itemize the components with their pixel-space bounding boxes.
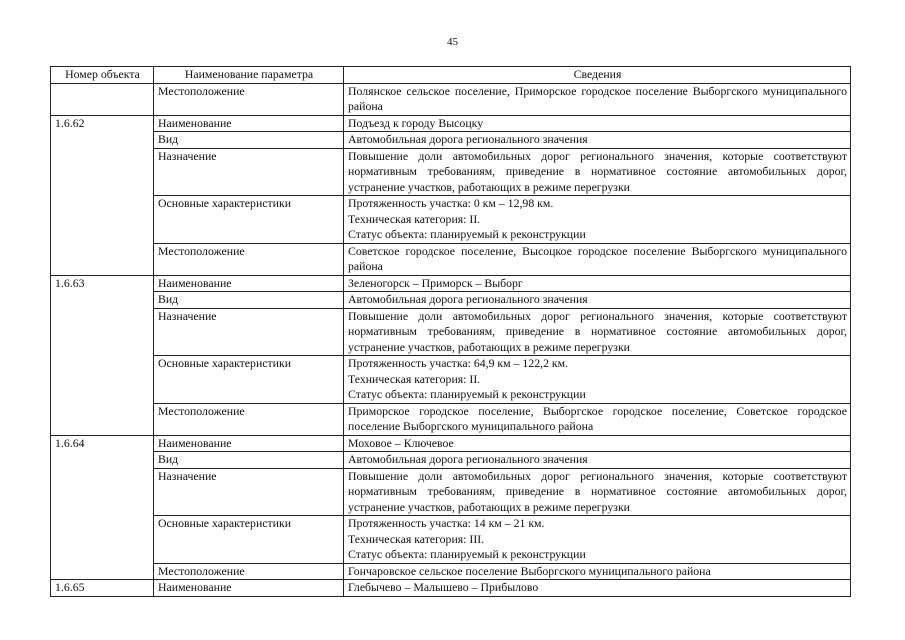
details-line: Техническая категория: III. — [348, 531, 485, 546]
details-cell — [344, 292, 851, 309]
details-line: Повышение доли автомобильных дорог регионального значения, которые соответствуют нормативным требованиям, приведение в нормативное состояние автомобильных дорог, устранение участков, работающих в режиме перегрузки — [348, 308, 847, 354]
table-header-row — [51, 67, 851, 84]
details-line: Гончаровское сельское поселение Выборгского муниципального района — [348, 563, 711, 578]
parameter-name-cell: Вид — [154, 132, 344, 149]
table-row — [51, 435, 851, 452]
table-row — [51, 452, 851, 469]
details-line: Протяженность участка: 0 км – 12,98 км. — [348, 196, 554, 210]
details-cell — [344, 403, 851, 435]
table-row — [51, 196, 851, 244]
object-number-cell — [51, 83, 154, 115]
details-cell — [344, 468, 851, 516]
details-line: Повышение доли автомобильных дорог регионального значения, которые соответствуют нормативным требованиям, приведение в нормативное состояние автомобильных дорог, устранение участков, работающих в режиме перегрузки — [348, 148, 847, 194]
page-number: 45 — [447, 36, 458, 48]
table-row-continuation — [51, 83, 851, 115]
details-cell — [344, 243, 851, 275]
header-object-number: Номер объекта — [51, 67, 154, 84]
parameter-name-cell: Назначение — [154, 148, 344, 196]
details-cell — [344, 196, 851, 244]
parameter-name-cell: Назначение — [154, 308, 344, 356]
details-line: Техническая категория: II. — [348, 371, 481, 386]
details-line: Автомобильная дорога регионального значения — [348, 292, 588, 306]
parameter-name-cell: Основные характеристики — [154, 356, 344, 404]
parameter-name-cell: Основные характеристики — [154, 516, 344, 564]
details-line: Повышение доли автомобильных дорог регионального значения, которые соответствуют нормативным требованиям, приведение в нормативное состояние автомобильных дорог, устранение участков, работающих в режиме перегрузки — [348, 468, 847, 514]
table-row — [51, 115, 851, 132]
details-line: Подъезд к городу Высоцку — [348, 115, 484, 130]
table-row — [51, 308, 851, 356]
details-line: Глебычево – Малышево – Прибылово — [348, 580, 539, 594]
parameter-name-cell: Местоположение — [154, 563, 344, 580]
details-cell — [344, 516, 851, 564]
details-line: Автомобильная дорога регионального значения — [348, 452, 588, 466]
table-body — [51, 83, 851, 596]
details-cell — [344, 132, 851, 149]
details-line: Статус объекта: планируемый к реконструкции — [348, 387, 586, 401]
parameter-name-cell: Основные характеристики — [154, 196, 344, 244]
header-details: Сведения — [344, 67, 851, 84]
details-cell — [344, 563, 851, 580]
details-cell — [344, 435, 851, 452]
object-number-cell: 1.6.63 — [51, 275, 154, 435]
details-line: Техническая категория: II. — [348, 211, 481, 226]
details-line: Зеленогорск – Приморск – Выборг — [348, 275, 523, 290]
parameter-name-cell: Наименование — [154, 435, 344, 452]
table-row — [51, 275, 851, 292]
details-cell — [344, 148, 851, 196]
objects-table — [50, 66, 851, 597]
parameter-name-cell: Местоположение — [154, 243, 344, 275]
table-row — [51, 403, 851, 435]
details-cell — [344, 275, 851, 292]
details-cell — [344, 308, 851, 356]
details-line: Полянское сельское поселение, Приморское городское поселение Выборгского муниципального района — [348, 83, 847, 113]
details-line: Приморское городское поселение, Выборгское городское поселение, Советское городское поселение Выборгского муниципального района — [348, 403, 847, 433]
details-line: Протяженность участка: 14 км – 21 км. — [348, 516, 545, 530]
table-row — [51, 132, 851, 149]
object-number-cell: 1.6.64 — [51, 435, 154, 580]
details-cell — [344, 115, 851, 132]
table-row — [51, 292, 851, 309]
parameter-name-cell: Назначение — [154, 468, 344, 516]
table-row — [51, 580, 851, 597]
details-line: Моховое – Ключевое — [348, 435, 454, 450]
table-row — [51, 468, 851, 516]
details-line: Статус объекта: планируемый к реконструкции — [348, 547, 586, 561]
table-row — [51, 148, 851, 196]
details-line: Статус объекта: планируемый к реконструкции — [348, 227, 586, 241]
details-cell — [344, 580, 851, 597]
parameter-name-cell: Наименование — [154, 115, 344, 132]
header-parameter-name: Наименование параметра — [154, 67, 344, 84]
details-cell — [344, 356, 851, 404]
parameter-name-cell: Вид — [154, 292, 344, 309]
details-line: Протяженность участка: 64,9 км – 122,2 км. — [348, 356, 569, 370]
details-cell — [344, 83, 851, 115]
object-number-cell: 1.6.65 — [51, 580, 154, 597]
object-number-cell: 1.6.62 — [51, 115, 154, 275]
table-row — [51, 356, 851, 404]
parameter-name-cell: Местоположение — [154, 403, 344, 435]
table-row — [51, 516, 851, 564]
details-line: Автомобильная дорога регионального значения — [348, 132, 588, 146]
table-row — [51, 563, 851, 580]
details-cell — [344, 452, 851, 469]
table-row — [51, 243, 851, 275]
parameter-name-cell: Наименование — [154, 275, 344, 292]
parameter-name-cell: Наименование — [154, 580, 344, 597]
parameter-name-cell: Местоположение — [154, 83, 344, 115]
details-line: Советское городское поселение, Высоцкое городское поселение Выборгского муниципального района — [348, 243, 847, 273]
parameter-name-cell: Вид — [154, 452, 344, 469]
